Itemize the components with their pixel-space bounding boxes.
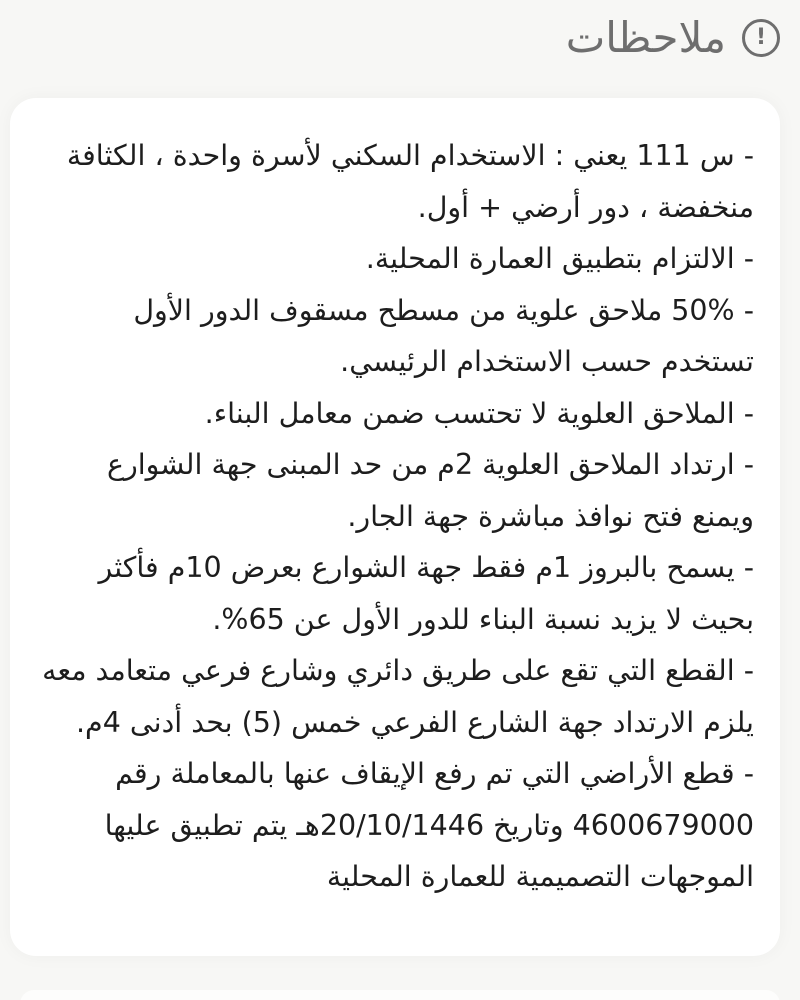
note-item: - يسمح بالبروز 1م فقط جهة الشوارع بعرض 10م فأكثر بحيث لا يزيد نسبة البناء للدور الأول عن 65%. bbox=[98, 551, 754, 636]
note-item: - قطع الأراضي التي تم رفع الإيقاف عنها بالمعاملة رقم 4600679000 وتاريخ 20/10/1446هـ يتم تطبيق عليها الموجهات التصميمية للعمارة المحلية bbox=[104, 757, 754, 893]
note-item: - ارتداد الملاحق العلوية 2م من حد المبنى جهة الشوارع ويمنع فتح نوافذ مباشرة جهة الجار. bbox=[106, 448, 754, 533]
notes-list bbox=[36, 130, 754, 903]
notes-section-header bbox=[566, 6, 780, 70]
section-title: ملاحظات bbox=[565, 13, 726, 62]
next-card-edge bbox=[20, 990, 780, 1000]
note-item: - الالتزام بتطبيق العمارة المحلية. bbox=[365, 242, 754, 275]
exclamation-circle-icon: ! bbox=[742, 19, 780, 57]
note-item: - 50% ملاحق علوية من مسطح مسقوف الدور الأول تستخدم حسب الاستخدام الرئيسي. bbox=[133, 293, 754, 378]
note-item: - الملاحق العلوية لا تحتسب ضمن معامل البناء. bbox=[204, 396, 754, 430]
note-item: - س 111 يعني : الاستخدام السكني لأسرة واحدة ، الكثافة منخفضة ، دور أرضي + أول. bbox=[66, 139, 754, 224]
note-item: - القطع التي تقع على طريق دائري وشارع فرعي متعامد معه يلزم الارتداد جهة الشارع الفرعي خمس (5) بحد أدنى 4م. bbox=[42, 654, 754, 739]
